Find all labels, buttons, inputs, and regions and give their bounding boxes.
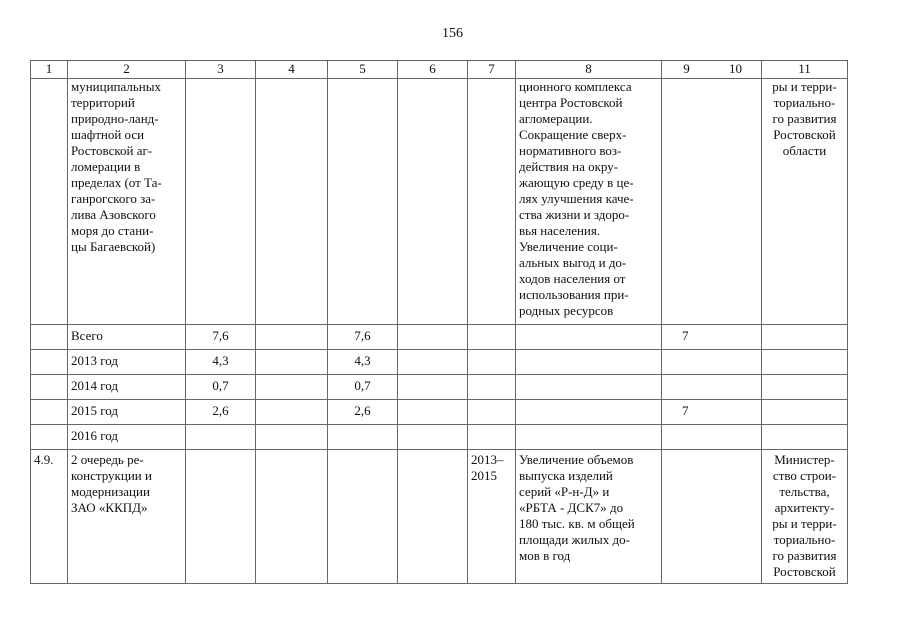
cell-value: 7,6 — [328, 325, 398, 350]
row-label: 2013 год — [68, 350, 186, 375]
header-cell: 7 — [468, 61, 516, 79]
header-cell: 3 — [186, 61, 256, 79]
cell-result: Увеличение объемов выпуска изделий серий «Р-н-Д» и «РБТА - ДСК7» до 180 тыс. кв. м общей площади жилых до- мов в год — [516, 450, 662, 584]
cell-value: 4,3 — [186, 350, 256, 375]
cell-description: 2 очередь ре- конструкции и модернизации ЗАО «ККПД» — [68, 450, 186, 584]
cell-value — [186, 425, 256, 450]
row-label: 2014 год — [68, 375, 186, 400]
header-cell: 6 — [398, 61, 468, 79]
header-cell: 4 — [256, 61, 328, 79]
header-cell: 8 — [516, 61, 662, 79]
header-cell: 9 — [683, 61, 690, 76]
cell-value — [662, 375, 762, 400]
cell-responsible: ры и терри- ториально- го развития Ростовской области — [762, 79, 848, 325]
table-row — [31, 450, 848, 584]
header-cell-9-10 — [662, 61, 762, 79]
cell-value: 7 — [662, 400, 762, 425]
header-row — [31, 61, 848, 79]
cell-period: 2013– 2015 — [468, 450, 516, 584]
header-cell: 1 — [31, 61, 68, 79]
row-label: 2015 год — [68, 400, 186, 425]
row-label: 2016 год — [68, 425, 186, 450]
cell-result: ционного комплекса центра Ростовской агломерации. Сокращение сверх- нормативного воз- действия на окру- жающую среду в це- лях улучшения каче- ства жизни и здоро- вья населения. Увеличение соци- альных выгод и до- ходов населения от использования при- родных ресурсов — [516, 79, 662, 325]
table-row — [31, 325, 848, 350]
program-table — [30, 60, 848, 584]
row-label: Всего — [68, 325, 186, 350]
table-row — [31, 79, 848, 325]
cell-value: 7 — [662, 325, 762, 350]
table-row — [31, 425, 848, 450]
table-row — [31, 375, 848, 400]
table-row — [31, 400, 848, 425]
cell-value: 0,7 — [328, 375, 398, 400]
cell-value — [662, 425, 762, 450]
cell-value: 0,7 — [186, 375, 256, 400]
row-number: 4.9. — [31, 450, 68, 584]
cell-value — [328, 425, 398, 450]
cell-value: 2,6 — [186, 400, 256, 425]
header-cell: 2 — [68, 61, 186, 79]
table-row — [31, 350, 848, 375]
cell-value: 2,6 — [328, 400, 398, 425]
header-cell: 10 — [729, 61, 742, 76]
cell-description: муниципальных территорий природно-ланд- шафтной оси Ростовской аг- ломерации в пределах (от Та- ганрогского за- лива Азовского моря до стани- цы Багаевской) — [68, 79, 186, 325]
cell-responsible: Министер- ство строи- тельства, архитекту- ры и терри- ториально- го развития Ростовской — [762, 450, 848, 584]
header-cell: 11 — [762, 61, 848, 79]
cell-value: 4,3 — [328, 350, 398, 375]
page-number: 156 — [442, 26, 463, 41]
cell-value: 7,6 — [186, 325, 256, 350]
cell-value — [662, 350, 762, 375]
header-cell: 5 — [328, 61, 398, 79]
